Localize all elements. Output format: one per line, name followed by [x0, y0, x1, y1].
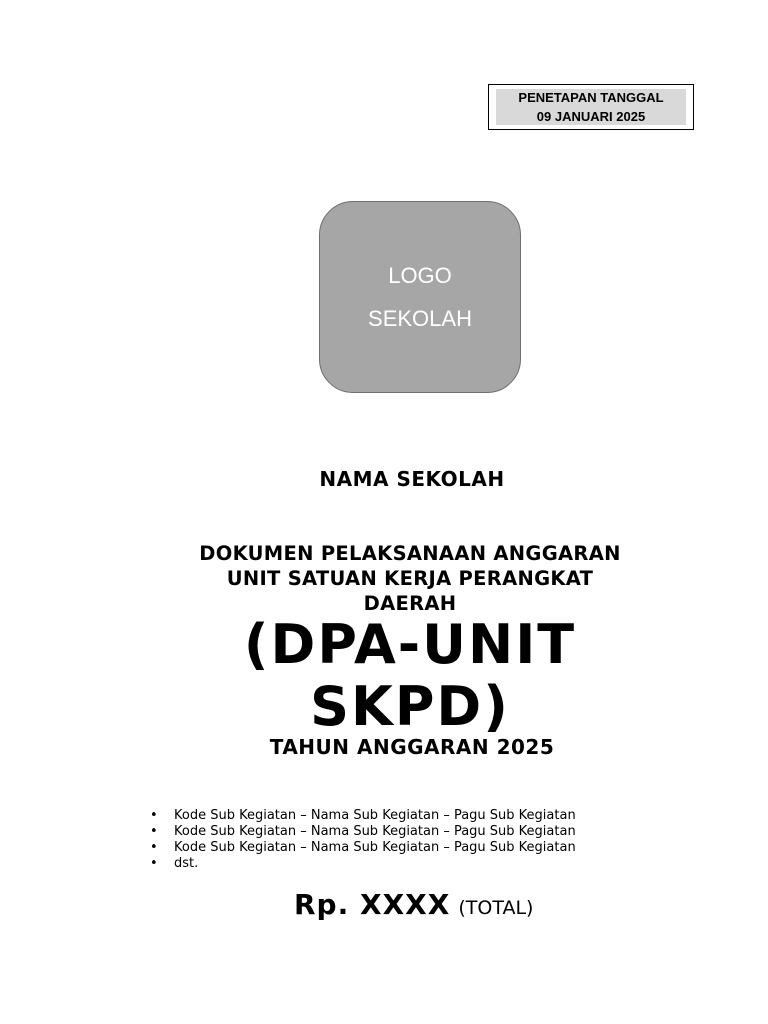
list-item — [150, 824, 576, 840]
list-item — [150, 856, 576, 872]
bullet-icon: • — [150, 840, 158, 855]
date-stamp-line-2: 09 JANUARI 2025 — [536, 109, 646, 124]
school-name: NAMA SEKOLAH — [319, 467, 505, 491]
list-item-text: dst. — [174, 856, 199, 871]
list-item — [150, 808, 576, 824]
date-stamp-box — [488, 84, 694, 130]
list-item-text: Kode Sub Kegiatan – Nama Sub Kegiatan – Pagu Sub Kegiatan — [174, 840, 576, 855]
list-item-text: Kode Sub Kegiatan – Nama Sub Kegiatan – Pagu Sub Kegiatan — [174, 824, 576, 839]
date-stamp — [496, 89, 686, 125]
document-title-line-3: DAERAH — [363, 592, 457, 615]
bullet-icon: • — [150, 856, 158, 871]
dpa-title — [200, 614, 620, 738]
dpa-title-line-2: SKPD) — [310, 675, 510, 738]
sub-activity-list — [150, 808, 576, 872]
total-amount-line — [294, 888, 533, 921]
list-item — [150, 840, 576, 856]
total-amount: Rp. XXXX — [294, 888, 451, 921]
document-title — [140, 541, 680, 616]
bullet-icon: • — [150, 824, 158, 839]
school-logo-placeholder — [319, 201, 521, 393]
fiscal-year: TAHUN ANGGARAN 2025 — [269, 735, 555, 759]
list-item-text: Kode Sub Kegiatan – Nama Sub Kegiatan – Pagu Sub Kegiatan — [174, 808, 576, 823]
logo-text-line-2: SEKOLAH — [368, 306, 472, 331]
logo-text-line-1: LOGO — [388, 263, 452, 288]
date-stamp-line-1: PENETAPAN TANGGAL — [518, 90, 664, 105]
document-title-line-1: DOKUMEN PELAKSANAAN ANGGARAN — [199, 542, 621, 565]
bullet-icon: • — [150, 808, 158, 823]
document-title-line-2: UNIT SATUAN KERJA PERANGKAT — [226, 567, 594, 590]
total-label: (TOTAL) — [458, 897, 534, 919]
dpa-title-line-1: (DPA-UNIT — [243, 613, 577, 676]
